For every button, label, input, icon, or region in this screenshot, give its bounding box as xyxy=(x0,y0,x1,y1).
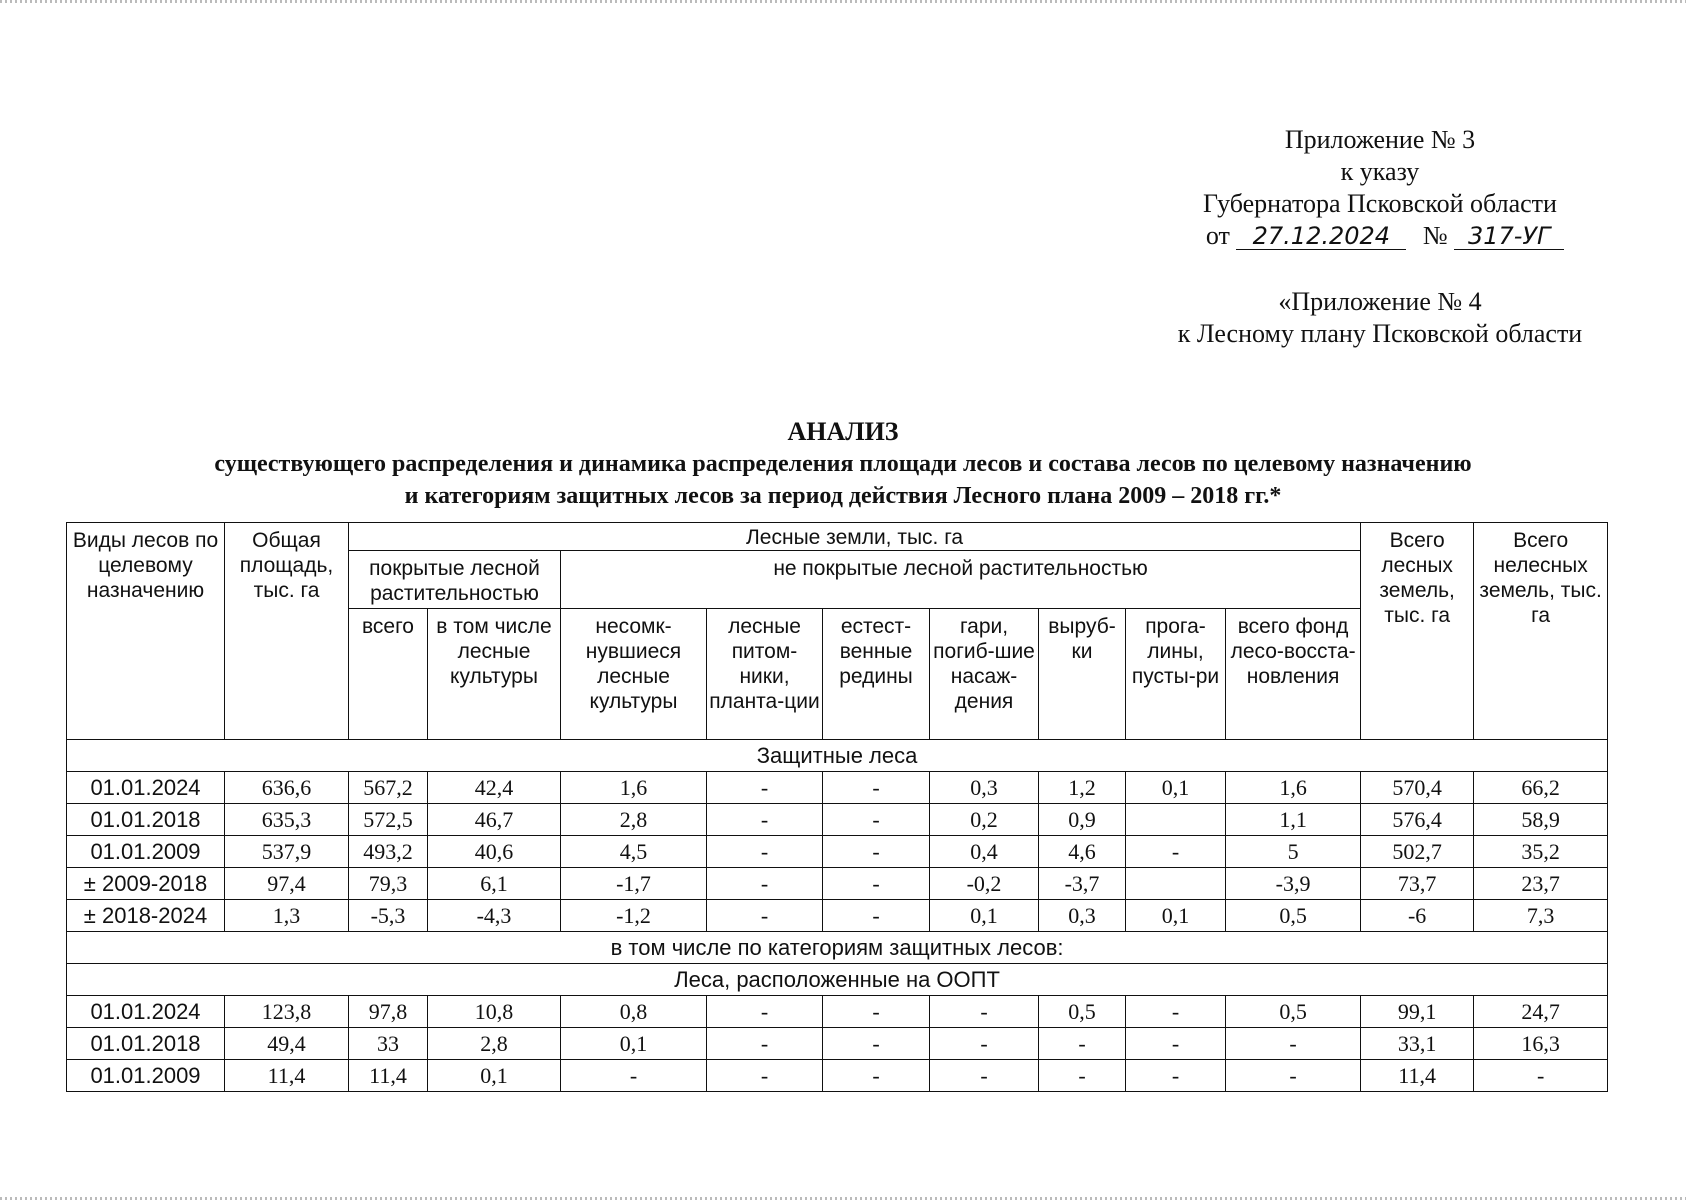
table-row xyxy=(67,996,1608,1028)
table-cell: - xyxy=(707,1060,823,1092)
table-cell: 0,5 xyxy=(1226,996,1361,1028)
table-cell: - xyxy=(1039,1060,1126,1092)
col-cutovers: выруб-ки xyxy=(1039,609,1126,740)
col-purpose: Виды лесов по целевому назначению xyxy=(67,523,225,740)
table-cell: - xyxy=(707,836,823,868)
table-cell: 97,8 xyxy=(349,996,428,1028)
table-cell: 5 xyxy=(1226,836,1361,868)
table-cell: 46,7 xyxy=(428,804,561,836)
table-cell: - xyxy=(823,836,930,868)
table-cell: 493,2 xyxy=(349,836,428,868)
section-row xyxy=(67,740,1608,772)
section-categories: в том числе по категориям защитных лесов: xyxy=(67,932,1608,964)
table-cell: 0,1 xyxy=(1126,772,1226,804)
col-regen-fund: всего фонд лесо-восста-новления xyxy=(1226,609,1361,740)
annex-line-2: к указу xyxy=(1340,157,1420,186)
forest-analysis-table xyxy=(66,522,1608,1092)
section-protective: Защитные леса xyxy=(67,740,1608,772)
table-cell: - xyxy=(707,1028,823,1060)
table-cell: 1,6 xyxy=(1226,772,1361,804)
table-row xyxy=(67,868,1608,900)
section-row xyxy=(67,964,1608,996)
table-cell: - xyxy=(707,996,823,1028)
table-cell: 40,6 xyxy=(428,836,561,868)
table-cell: 11,4 xyxy=(1361,1060,1474,1092)
table-cell: 24,7 xyxy=(1474,996,1608,1028)
table-cell: 7,3 xyxy=(1474,900,1608,932)
table-cell: -0,2 xyxy=(930,868,1039,900)
table-cell: -6 xyxy=(1361,900,1474,932)
table-cell: - xyxy=(561,1060,707,1092)
table-cell: - xyxy=(823,804,930,836)
table-cell: - xyxy=(823,996,930,1028)
table-cell: 1,3 xyxy=(225,900,349,932)
table-row xyxy=(67,900,1608,932)
table-cell: -1,7 xyxy=(561,868,707,900)
col-total-area: Общая площадь, тыс. га xyxy=(225,523,349,740)
table-cell: 502,7 xyxy=(1361,836,1474,868)
table-cell: 2,8 xyxy=(428,1028,561,1060)
row-label-cell: 01.01.2018 xyxy=(67,804,225,836)
table-cell: - xyxy=(707,900,823,932)
table-cell: 537,9 xyxy=(225,836,349,868)
table-cell: 1,1 xyxy=(1226,804,1361,836)
table-cell: 0,1 xyxy=(428,1060,561,1092)
table-cell: -5,3 xyxy=(349,900,428,932)
table-cell: 49,4 xyxy=(225,1028,349,1060)
table-cell: 33 xyxy=(349,1028,428,1060)
table-cell: - xyxy=(823,772,930,804)
table-cell: 4,5 xyxy=(561,836,707,868)
scan-edge-top xyxy=(0,0,1686,3)
sub-annex-header xyxy=(1120,286,1640,350)
table-cell: - xyxy=(1474,1060,1608,1092)
table-cell: 66,2 xyxy=(1474,772,1608,804)
table-cell xyxy=(1126,868,1226,900)
table-cell: 42,4 xyxy=(428,772,561,804)
table-cell: 99,1 xyxy=(1361,996,1474,1028)
table-cell: - xyxy=(1126,1060,1226,1092)
col-cultures: в том числе лесные культуры xyxy=(428,609,561,740)
table-cell: -3,9 xyxy=(1226,868,1361,900)
col-total-forest: Всего лесных земель, тыс. га xyxy=(1361,523,1474,740)
date-prefix: от xyxy=(1205,221,1230,250)
col-forest-lands: Лесные земли, тыс. га xyxy=(349,523,1361,551)
table-cell: 0,1 xyxy=(930,900,1039,932)
table-cell: 33,1 xyxy=(1361,1028,1474,1060)
table-cell: 11,4 xyxy=(349,1060,428,1092)
number-sign: № xyxy=(1422,221,1448,250)
table-cell: 635,3 xyxy=(225,804,349,836)
table-cell: - xyxy=(1126,1028,1226,1060)
table-cell: 0,9 xyxy=(1039,804,1126,836)
handwritten-number: 317-УГ xyxy=(1454,223,1564,250)
document-title xyxy=(60,416,1626,512)
section-oopt: Леса, расположенные на ООПТ xyxy=(67,964,1608,996)
table-cell: - xyxy=(707,772,823,804)
row-label-cell: ± 2009-2018 xyxy=(67,868,225,900)
table-cell: 6,1 xyxy=(428,868,561,900)
table-cell: 0,3 xyxy=(1039,900,1126,932)
table-cell: 567,2 xyxy=(349,772,428,804)
col-nurseries: лесные питом-ники, планта-ции xyxy=(707,609,823,740)
annex-header xyxy=(1140,124,1620,252)
section-row xyxy=(67,932,1608,964)
col-sparse: естест-венные редины xyxy=(823,609,930,740)
table-cell: 79,3 xyxy=(349,868,428,900)
col-glades: прога-лины, пусты-ри xyxy=(1126,609,1226,740)
table-cell: 4,6 xyxy=(1039,836,1126,868)
annex-line-1: Приложение № 3 xyxy=(1284,125,1476,154)
table-row xyxy=(67,1060,1608,1092)
title-main: АНАЛИЗ xyxy=(787,417,899,446)
table-cell: 572,5 xyxy=(349,804,428,836)
table-cell: -4,3 xyxy=(428,900,561,932)
table-cell: 0,5 xyxy=(1226,900,1361,932)
table-cell: 1,6 xyxy=(561,772,707,804)
table-cell: 58,9 xyxy=(1474,804,1608,836)
table-cell: 0,4 xyxy=(930,836,1039,868)
col-not-covered: не покрытые лесной растительностью xyxy=(561,551,1361,609)
table-cell: 576,4 xyxy=(1361,804,1474,836)
table-cell: - xyxy=(707,804,823,836)
table-cell: - xyxy=(823,1028,930,1060)
table-cell: 1,2 xyxy=(1039,772,1126,804)
table-cell: 123,8 xyxy=(225,996,349,1028)
table-cell: - xyxy=(930,1028,1039,1060)
col-total-nonforest: Всего нелесных земель, тыс. га xyxy=(1474,523,1608,740)
row-label-cell: 01.01.2024 xyxy=(67,996,225,1028)
table-cell: - xyxy=(1226,1060,1361,1092)
sub-annex-line-2: к Лесному плану Псковской области xyxy=(1177,319,1583,348)
table-cell: - xyxy=(1126,996,1226,1028)
table-cell: - xyxy=(930,1060,1039,1092)
row-label-cell: 01.01.2024 xyxy=(67,772,225,804)
handwritten-date: 27.12.2024 xyxy=(1236,223,1406,250)
table-cell: - xyxy=(823,1060,930,1092)
table-cell: - xyxy=(1126,836,1226,868)
sub-annex-line-1: «Приложение № 4 xyxy=(1278,287,1482,316)
row-label-cell: 01.01.2009 xyxy=(67,1060,225,1092)
table-cell: 0,1 xyxy=(561,1028,707,1060)
table-cell: 0,3 xyxy=(930,772,1039,804)
table-row xyxy=(67,836,1608,868)
table-cell: - xyxy=(823,900,930,932)
row-label-cell: 01.01.2018 xyxy=(67,1028,225,1060)
table-row xyxy=(67,804,1608,836)
table-cell: - xyxy=(930,996,1039,1028)
header-row-1 xyxy=(67,523,1608,551)
table-cell xyxy=(1126,804,1226,836)
table-cell: 11,4 xyxy=(225,1060,349,1092)
table-cell: 97,4 xyxy=(225,868,349,900)
table-cell: 570,4 xyxy=(1361,772,1474,804)
table-cell: 73,7 xyxy=(1361,868,1474,900)
table-row xyxy=(67,1028,1608,1060)
table-cell: - xyxy=(823,868,930,900)
col-burned: гари, погиб-шие насаж-дения xyxy=(930,609,1039,740)
col-covered: покрытые лесной растительностью xyxy=(349,551,561,609)
row-label-cell: ± 2018-2024 xyxy=(67,900,225,932)
table-cell: - xyxy=(1226,1028,1361,1060)
title-line-2: и категориям защитных лесов за период действия Лесного плана 2009 – 2018 гг.* xyxy=(404,483,1282,509)
table-cell: 0,1 xyxy=(1126,900,1226,932)
row-label-cell: 01.01.2009 xyxy=(67,836,225,868)
table-cell: 35,2 xyxy=(1474,836,1608,868)
table-cell: 2,8 xyxy=(561,804,707,836)
table-cell: 0,5 xyxy=(1039,996,1126,1028)
table-cell: 0,2 xyxy=(930,804,1039,836)
col-unclosed: несомк-нувшиеся лесные культуры xyxy=(561,609,707,740)
table-cell: -1,2 xyxy=(561,900,707,932)
table-cell: - xyxy=(1039,1028,1126,1060)
annex-line-3: Губернатора Псковской области xyxy=(1203,189,1557,218)
table-cell: 23,7 xyxy=(1474,868,1608,900)
col-all: всего xyxy=(349,609,428,740)
table-cell: - xyxy=(707,868,823,900)
title-line-1: существующего распределения и динамика распределения площади лесов и состава лесов по целевому назначению xyxy=(214,451,1472,477)
table-cell: 0,8 xyxy=(561,996,707,1028)
table-cell: -3,7 xyxy=(1039,868,1126,900)
annex-date-line xyxy=(1140,220,1620,252)
table-cell: 636,6 xyxy=(225,772,349,804)
table-row xyxy=(67,772,1608,804)
table-cell: 10,8 xyxy=(428,996,561,1028)
table-cell: 16,3 xyxy=(1474,1028,1608,1060)
